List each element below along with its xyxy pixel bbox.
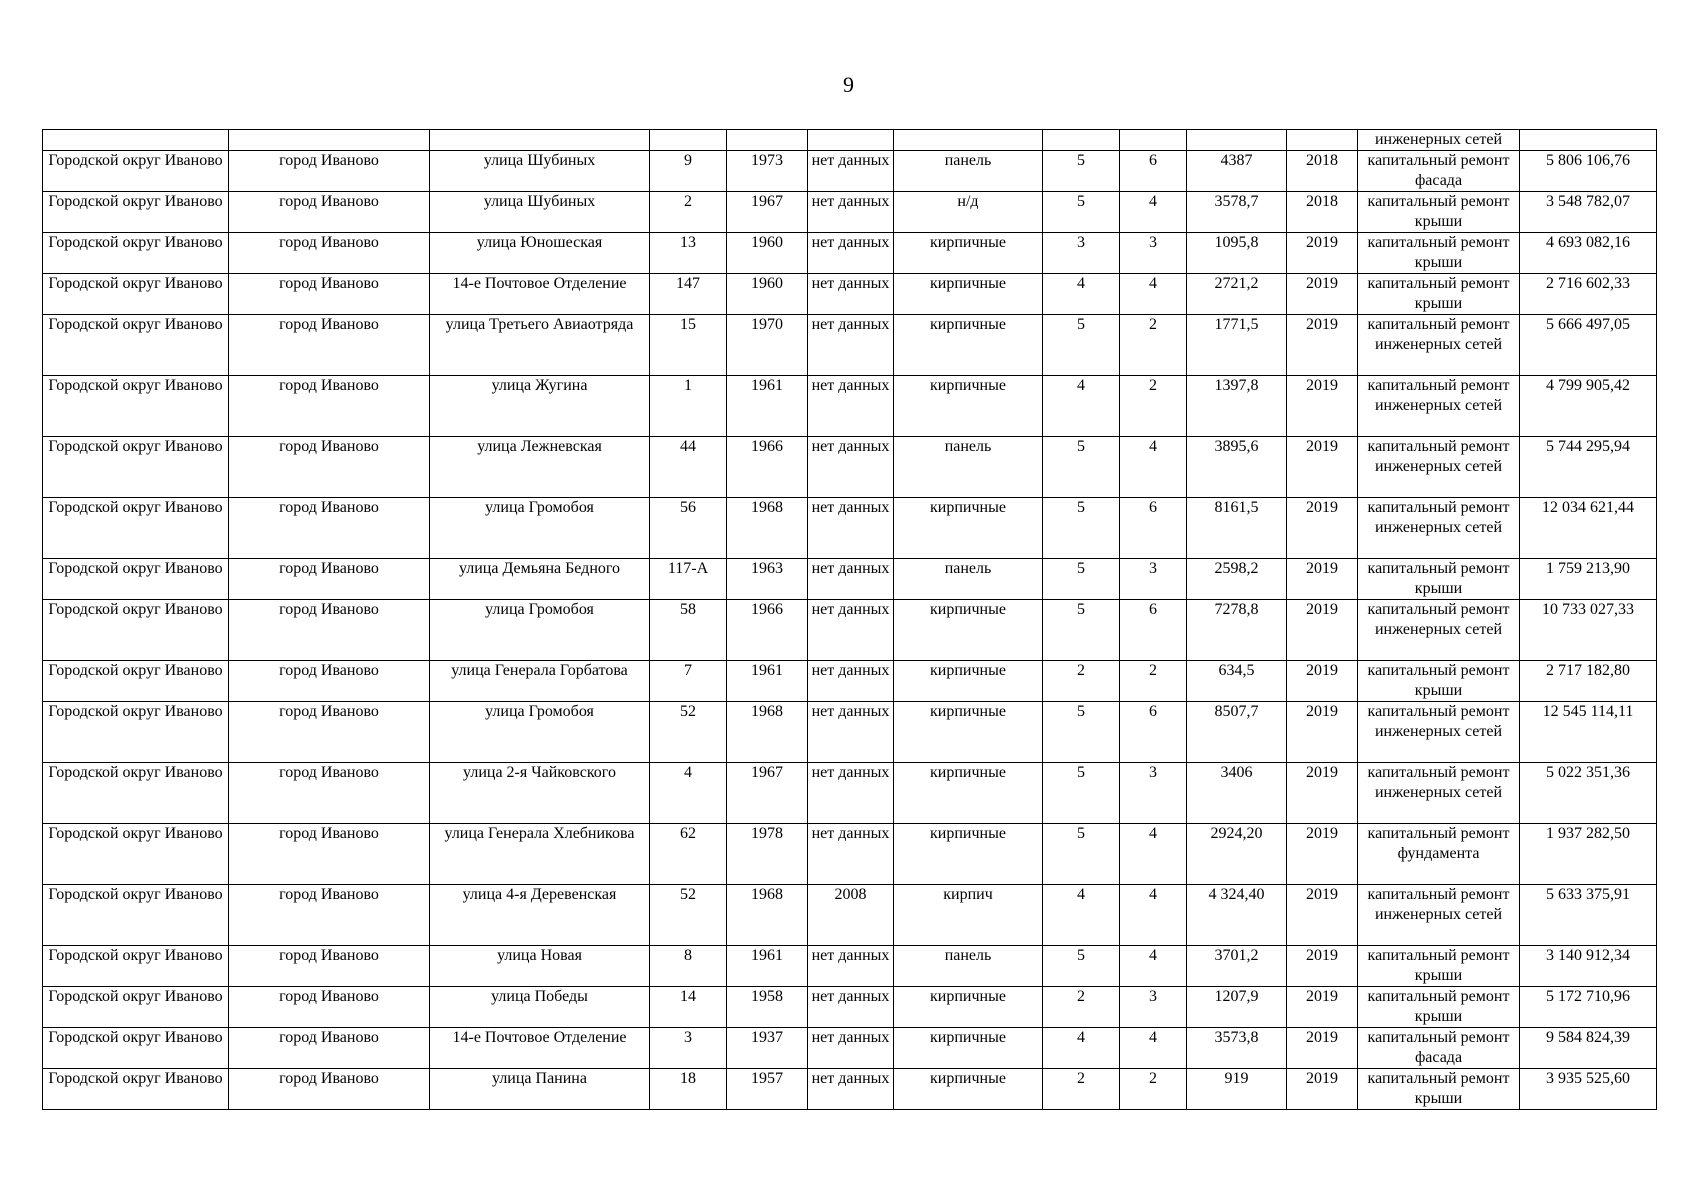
cell-work: капитальный ремонт фасада xyxy=(1358,151,1520,192)
cell-cost: 10 733 027,33 xyxy=(1520,600,1657,661)
cell-year: 1937 xyxy=(727,1028,808,1069)
table-row xyxy=(43,763,1657,824)
cell-area: 919 xyxy=(1187,1069,1287,1110)
cell-entrances: 6 xyxy=(1120,498,1187,559)
cell-street: улица Демьяна Бедного xyxy=(430,559,650,600)
table-row xyxy=(43,1028,1657,1069)
cell-district: Городской округ Иваново xyxy=(43,1028,229,1069)
cell-year: 1960 xyxy=(727,233,808,274)
cell-material: кирпич xyxy=(894,885,1043,946)
cell-work: капитальный ремонт инженерных сетей xyxy=(1358,315,1520,376)
cell-work: капитальный ремонт инженерных сетей xyxy=(1358,702,1520,763)
table-row xyxy=(43,315,1657,376)
cell-plan-year: 2018 xyxy=(1287,192,1358,233)
table-row xyxy=(43,702,1657,763)
cell-city: город Иваново xyxy=(229,763,430,824)
cell-street: улица Панина xyxy=(430,1069,650,1110)
cell-area: 4387 xyxy=(1187,151,1287,192)
cell-district: Городской округ Иваново xyxy=(43,192,229,233)
cell-floors: 5 xyxy=(1043,763,1120,824)
cell-work: инженерных сетей xyxy=(1358,130,1520,151)
cell-year: 1961 xyxy=(727,376,808,437)
cell-cost: 4 799 905,42 xyxy=(1520,376,1657,437)
cell-cost: 3 140 912,34 xyxy=(1520,946,1657,987)
cell-work: капитальный ремонт инженерных сетей xyxy=(1358,763,1520,824)
cell-last-repair: нет данных xyxy=(808,437,894,498)
cell-floors: 2 xyxy=(1043,987,1120,1028)
cell-entrances xyxy=(1120,130,1187,151)
cell-last-repair xyxy=(808,130,894,151)
cell-area: 1095,8 xyxy=(1187,233,1287,274)
cell-district: Городской округ Иваново xyxy=(43,600,229,661)
cell-floors: 4 xyxy=(1043,376,1120,437)
table-row xyxy=(43,946,1657,987)
cell-area: 3895,6 xyxy=(1187,437,1287,498)
table-row xyxy=(43,987,1657,1028)
cell-plan-year: 2019 xyxy=(1287,437,1358,498)
cell-street: улица Шубиных xyxy=(430,192,650,233)
cell-house xyxy=(650,130,727,151)
cell-city: город Иваново xyxy=(229,192,430,233)
cell-district: Городской округ Иваново xyxy=(43,824,229,885)
cell-work: капитальный ремонт фундамента xyxy=(1358,824,1520,885)
cell-city: город Иваново xyxy=(229,946,430,987)
cell-floors: 4 xyxy=(1043,885,1120,946)
cell-area: 1397,8 xyxy=(1187,376,1287,437)
cell-material: кирпичные xyxy=(894,987,1043,1028)
cell-work: капитальный ремонт крыши xyxy=(1358,1069,1520,1110)
cell-area: 2924,20 xyxy=(1187,824,1287,885)
cell-work: капитальный ремонт крыши xyxy=(1358,987,1520,1028)
cell-cost: 5 806 106,76 xyxy=(1520,151,1657,192)
table-row xyxy=(43,151,1657,192)
cell-floors xyxy=(1043,130,1120,151)
cell-cost: 5 666 497,05 xyxy=(1520,315,1657,376)
table-row xyxy=(43,600,1657,661)
cell-plan-year: 2019 xyxy=(1287,498,1358,559)
cell-entrances: 6 xyxy=(1120,702,1187,763)
cell-house: 52 xyxy=(650,702,727,763)
cell-material: кирпичные xyxy=(894,824,1043,885)
cell-plan-year: 2019 xyxy=(1287,1069,1358,1110)
cell-floors: 5 xyxy=(1043,600,1120,661)
cell-street: улица Громобоя xyxy=(430,600,650,661)
cell-last-repair: нет данных xyxy=(808,600,894,661)
cell-area: 2598,2 xyxy=(1187,559,1287,600)
cell-last-repair: нет данных xyxy=(808,763,894,824)
cell-district xyxy=(43,130,229,151)
cell-entrances: 4 xyxy=(1120,192,1187,233)
cell-year: 1963 xyxy=(727,559,808,600)
cell-plan-year: 2019 xyxy=(1287,885,1358,946)
table-row xyxy=(43,376,1657,437)
cell-street: улица Новая xyxy=(430,946,650,987)
cell-street: 14-е Почтовое Отделение xyxy=(430,1028,650,1069)
cell-house: 117-А xyxy=(650,559,727,600)
cell-area xyxy=(1187,130,1287,151)
cell-entrances: 2 xyxy=(1120,315,1187,376)
cell-district: Городской округ Иваново xyxy=(43,946,229,987)
cell-street: улица Лежневская xyxy=(430,437,650,498)
table-row xyxy=(43,1069,1657,1110)
cell-material: кирпичные xyxy=(894,600,1043,661)
cell-last-repair: нет данных xyxy=(808,192,894,233)
cell-work: капитальный ремонт крыши xyxy=(1358,946,1520,987)
page-number: 9 xyxy=(843,72,854,97)
cell-street: улица Третьего Авиаотряда xyxy=(430,315,650,376)
cell-district: Городской округ Иваново xyxy=(43,274,229,315)
cell-last-repair: 2008 xyxy=(808,885,894,946)
cell-entrances: 3 xyxy=(1120,559,1187,600)
cell-year: 1967 xyxy=(727,763,808,824)
cell-year: 1961 xyxy=(727,661,808,702)
cell-area: 634,5 xyxy=(1187,661,1287,702)
cell-year: 1966 xyxy=(727,437,808,498)
cell-floors: 4 xyxy=(1043,274,1120,315)
cell-plan-year: 2019 xyxy=(1287,702,1358,763)
cell-area: 2721,2 xyxy=(1187,274,1287,315)
cell-work: капитальный ремонт инженерных сетей xyxy=(1358,600,1520,661)
cell-floors: 5 xyxy=(1043,498,1120,559)
cell-entrances: 4 xyxy=(1120,437,1187,498)
cell-last-repair: нет данных xyxy=(808,376,894,437)
cell-material: панель xyxy=(894,437,1043,498)
cell-house: 15 xyxy=(650,315,727,376)
cell-last-repair: нет данных xyxy=(808,987,894,1028)
table-row xyxy=(43,192,1657,233)
cell-city: город Иваново xyxy=(229,600,430,661)
cell-area: 1207,9 xyxy=(1187,987,1287,1028)
cell-house: 3 xyxy=(650,1028,727,1069)
cell-house: 9 xyxy=(650,151,727,192)
cell-house: 62 xyxy=(650,824,727,885)
table-row xyxy=(43,233,1657,274)
cell-plan-year: 2019 xyxy=(1287,1028,1358,1069)
cell-floors: 3 xyxy=(1043,233,1120,274)
cell-work: капитальный ремонт фасада xyxy=(1358,1028,1520,1069)
cell-house: 2 xyxy=(650,192,727,233)
cell-material: кирпичные xyxy=(894,702,1043,763)
cell-year: 1957 xyxy=(727,1069,808,1110)
cell-last-repair: нет данных xyxy=(808,1028,894,1069)
cell-cost: 5 172 710,96 xyxy=(1520,987,1657,1028)
cell-last-repair: нет данных xyxy=(808,946,894,987)
cell-district: Городской округ Иваново xyxy=(43,151,229,192)
cell-area: 8161,5 xyxy=(1187,498,1287,559)
cell-floors: 5 xyxy=(1043,151,1120,192)
cell-entrances: 4 xyxy=(1120,946,1187,987)
cell-house: 18 xyxy=(650,1069,727,1110)
cell-street: улица Генерала Горбатова xyxy=(430,661,650,702)
cell-year: 1978 xyxy=(727,824,808,885)
cell-material: кирпичные xyxy=(894,498,1043,559)
cell-work: капитальный ремонт крыши xyxy=(1358,661,1520,702)
cell-year: 1968 xyxy=(727,702,808,763)
cell-work: капитальный ремонт инженерных сетей xyxy=(1358,376,1520,437)
cell-cost: 3 548 782,07 xyxy=(1520,192,1657,233)
cell-plan-year xyxy=(1287,130,1358,151)
cell-area: 8507,7 xyxy=(1187,702,1287,763)
cell-work: капитальный ремонт крыши xyxy=(1358,559,1520,600)
cell-material: панель xyxy=(894,151,1043,192)
cell-district: Городской округ Иваново xyxy=(43,315,229,376)
cell-work: капитальный ремонт крыши xyxy=(1358,274,1520,315)
cell-work: капитальный ремонт инженерных сетей xyxy=(1358,498,1520,559)
cell-district: Городской округ Иваново xyxy=(43,702,229,763)
table-row xyxy=(43,824,1657,885)
cell-last-repair: нет данных xyxy=(808,702,894,763)
cell-city: город Иваново xyxy=(229,1069,430,1110)
cell-house: 1 xyxy=(650,376,727,437)
cell-material xyxy=(894,130,1043,151)
cell-cost: 3 935 525,60 xyxy=(1520,1069,1657,1110)
cell-plan-year: 2019 xyxy=(1287,315,1358,376)
cell-cost: 2 716 602,33 xyxy=(1520,274,1657,315)
cell-city: город Иваново xyxy=(229,274,430,315)
cell-floors: 2 xyxy=(1043,661,1120,702)
cell-house: 4 xyxy=(650,763,727,824)
cell-street: улица Громобоя xyxy=(430,702,650,763)
cell-city: город Иваново xyxy=(229,702,430,763)
cell-city: город Иваново xyxy=(229,987,430,1028)
cell-city: город Иваново xyxy=(229,376,430,437)
cell-cost xyxy=(1520,130,1657,151)
cell-entrances: 4 xyxy=(1120,885,1187,946)
cell-floors: 2 xyxy=(1043,1069,1120,1110)
cell-district: Городской округ Иваново xyxy=(43,437,229,498)
table-row xyxy=(43,885,1657,946)
cell-area: 4 324,40 xyxy=(1187,885,1287,946)
cell-district: Городской округ Иваново xyxy=(43,1069,229,1110)
cell-city: город Иваново xyxy=(229,437,430,498)
cell-floors: 5 xyxy=(1043,702,1120,763)
cell-entrances: 6 xyxy=(1120,600,1187,661)
cell-year xyxy=(727,130,808,151)
cell-material: кирпичные xyxy=(894,233,1043,274)
cell-district: Городской округ Иваново xyxy=(43,498,229,559)
cell-material: панель xyxy=(894,559,1043,600)
cell-city xyxy=(229,130,430,151)
cell-material: кирпичные xyxy=(894,1069,1043,1110)
cell-floors: 5 xyxy=(1043,437,1120,498)
cell-district: Городской округ Иваново xyxy=(43,233,229,274)
cell-plan-year: 2019 xyxy=(1287,274,1358,315)
cell-city: город Иваново xyxy=(229,885,430,946)
cell-house: 8 xyxy=(650,946,727,987)
cell-entrances: 2 xyxy=(1120,376,1187,437)
cell-last-repair: нет данных xyxy=(808,151,894,192)
cell-house: 56 xyxy=(650,498,727,559)
cell-plan-year: 2019 xyxy=(1287,763,1358,824)
cell-plan-year: 2019 xyxy=(1287,946,1358,987)
cell-district: Городской округ Иваново xyxy=(43,661,229,702)
cell-district: Городской округ Иваново xyxy=(43,885,229,946)
cell-year: 1967 xyxy=(727,192,808,233)
table-row xyxy=(43,661,1657,702)
cell-last-repair: нет данных xyxy=(808,1069,894,1110)
cell-year: 1973 xyxy=(727,151,808,192)
table-row xyxy=(43,498,1657,559)
cell-cost: 4 693 082,16 xyxy=(1520,233,1657,274)
cell-cost: 5 744 295,94 xyxy=(1520,437,1657,498)
cell-plan-year: 2019 xyxy=(1287,376,1358,437)
cell-plan-year: 2019 xyxy=(1287,233,1358,274)
cell-area: 3406 xyxy=(1187,763,1287,824)
table-body xyxy=(43,130,1657,1110)
cell-area: 1771,5 xyxy=(1187,315,1287,376)
cell-street: улица Шубиных xyxy=(430,151,650,192)
cell-district: Городской округ Иваново xyxy=(43,376,229,437)
cell-street: улица Победы xyxy=(430,987,650,1028)
cell-material: кирпичные xyxy=(894,763,1043,824)
cell-city: город Иваново xyxy=(229,559,430,600)
cell-street: 14-е Почтовое Отделение xyxy=(430,274,650,315)
cell-last-repair: нет данных xyxy=(808,274,894,315)
cell-material: кирпичные xyxy=(894,274,1043,315)
cell-floors: 5 xyxy=(1043,559,1120,600)
cell-area: 3573,8 xyxy=(1187,1028,1287,1069)
cell-cost: 12 545 114,11 xyxy=(1520,702,1657,763)
cell-work: капитальный ремонт инженерных сетей xyxy=(1358,885,1520,946)
cell-cost: 1 759 213,90 xyxy=(1520,559,1657,600)
cell-entrances: 6 xyxy=(1120,151,1187,192)
cell-last-repair: нет данных xyxy=(808,559,894,600)
cell-plan-year: 2019 xyxy=(1287,824,1358,885)
cell-cost: 1 937 282,50 xyxy=(1520,824,1657,885)
cell-last-repair: нет данных xyxy=(808,315,894,376)
cell-entrances: 3 xyxy=(1120,233,1187,274)
cell-house: 52 xyxy=(650,885,727,946)
cell-material: н/д xyxy=(894,192,1043,233)
cell-district: Городской округ Иваново xyxy=(43,763,229,824)
cell-street: улица 4-я Деревенская xyxy=(430,885,650,946)
cell-work: капитальный ремонт инженерных сетей xyxy=(1358,437,1520,498)
cell-year: 1968 xyxy=(727,885,808,946)
cell-cost: 12 034 621,44 xyxy=(1520,498,1657,559)
cell-floors: 5 xyxy=(1043,315,1120,376)
cell-street: улица Генерала Хлебникова xyxy=(430,824,650,885)
cell-plan-year: 2019 xyxy=(1287,661,1358,702)
cell-district: Городской округ Иваново xyxy=(43,987,229,1028)
cell-house: 13 xyxy=(650,233,727,274)
cell-year: 1966 xyxy=(727,600,808,661)
cell-plan-year: 2018 xyxy=(1287,151,1358,192)
cell-street: улица Жугина xyxy=(430,376,650,437)
cell-entrances: 2 xyxy=(1120,1069,1187,1110)
cell-last-repair: нет данных xyxy=(808,824,894,885)
cell-city: город Иваново xyxy=(229,661,430,702)
cell-street: улица 2-я Чайковского xyxy=(430,763,650,824)
cell-house: 14 xyxy=(650,987,727,1028)
cell-entrances: 2 xyxy=(1120,661,1187,702)
cell-material: кирпичные xyxy=(894,376,1043,437)
cell-street: улица Юношеская xyxy=(430,233,650,274)
cell-year: 1970 xyxy=(727,315,808,376)
cell-last-repair: нет данных xyxy=(808,498,894,559)
cell-floors: 5 xyxy=(1043,192,1120,233)
cell-entrances: 4 xyxy=(1120,274,1187,315)
cell-house: 44 xyxy=(650,437,727,498)
cell-area: 3578,7 xyxy=(1187,192,1287,233)
cell-entrances: 4 xyxy=(1120,824,1187,885)
cell-house: 58 xyxy=(650,600,727,661)
cell-cost: 2 717 182,80 xyxy=(1520,661,1657,702)
cell-year: 1960 xyxy=(727,274,808,315)
cell-material: кирпичные xyxy=(894,315,1043,376)
cell-city: город Иваново xyxy=(229,233,430,274)
cell-entrances: 4 xyxy=(1120,1028,1187,1069)
cell-cost: 5 022 351,36 xyxy=(1520,763,1657,824)
cell-plan-year: 2019 xyxy=(1287,559,1358,600)
cell-area: 3701,2 xyxy=(1187,946,1287,987)
cell-city: город Иваново xyxy=(229,824,430,885)
cell-area: 7278,8 xyxy=(1187,600,1287,661)
cell-city: город Иваново xyxy=(229,151,430,192)
cell-floors: 5 xyxy=(1043,946,1120,987)
cell-year: 1958 xyxy=(727,987,808,1028)
cell-plan-year: 2019 xyxy=(1287,600,1358,661)
cell-entrances: 3 xyxy=(1120,763,1187,824)
cell-city: город Иваново xyxy=(229,1028,430,1069)
cell-cost: 9 584 824,39 xyxy=(1520,1028,1657,1069)
table-row-continuation xyxy=(43,130,1657,151)
cell-street: улица Громобоя xyxy=(430,498,650,559)
cell-city: город Иваново xyxy=(229,498,430,559)
cell-street xyxy=(430,130,650,151)
cell-city: город Иваново xyxy=(229,315,430,376)
cell-cost: 5 633 375,91 xyxy=(1520,885,1657,946)
cell-year: 1961 xyxy=(727,946,808,987)
table-row xyxy=(43,274,1657,315)
cell-material: кирпичные xyxy=(894,661,1043,702)
cell-last-repair: нет данных xyxy=(808,661,894,702)
cell-house: 147 xyxy=(650,274,727,315)
cell-work: капитальный ремонт крыши xyxy=(1358,192,1520,233)
housing-repair-table xyxy=(42,129,1657,1110)
cell-year: 1968 xyxy=(727,498,808,559)
table-row xyxy=(43,559,1657,600)
cell-plan-year: 2019 xyxy=(1287,987,1358,1028)
cell-floors: 5 xyxy=(1043,824,1120,885)
cell-entrances: 3 xyxy=(1120,987,1187,1028)
table-row xyxy=(43,437,1657,498)
cell-material: панель xyxy=(894,946,1043,987)
cell-floors: 4 xyxy=(1043,1028,1120,1069)
cell-last-repair: нет данных xyxy=(808,233,894,274)
cell-house: 7 xyxy=(650,661,727,702)
cell-material: кирпичные xyxy=(894,1028,1043,1069)
cell-district: Городской округ Иваново xyxy=(43,559,229,600)
cell-work: капитальный ремонт крыши xyxy=(1358,233,1520,274)
